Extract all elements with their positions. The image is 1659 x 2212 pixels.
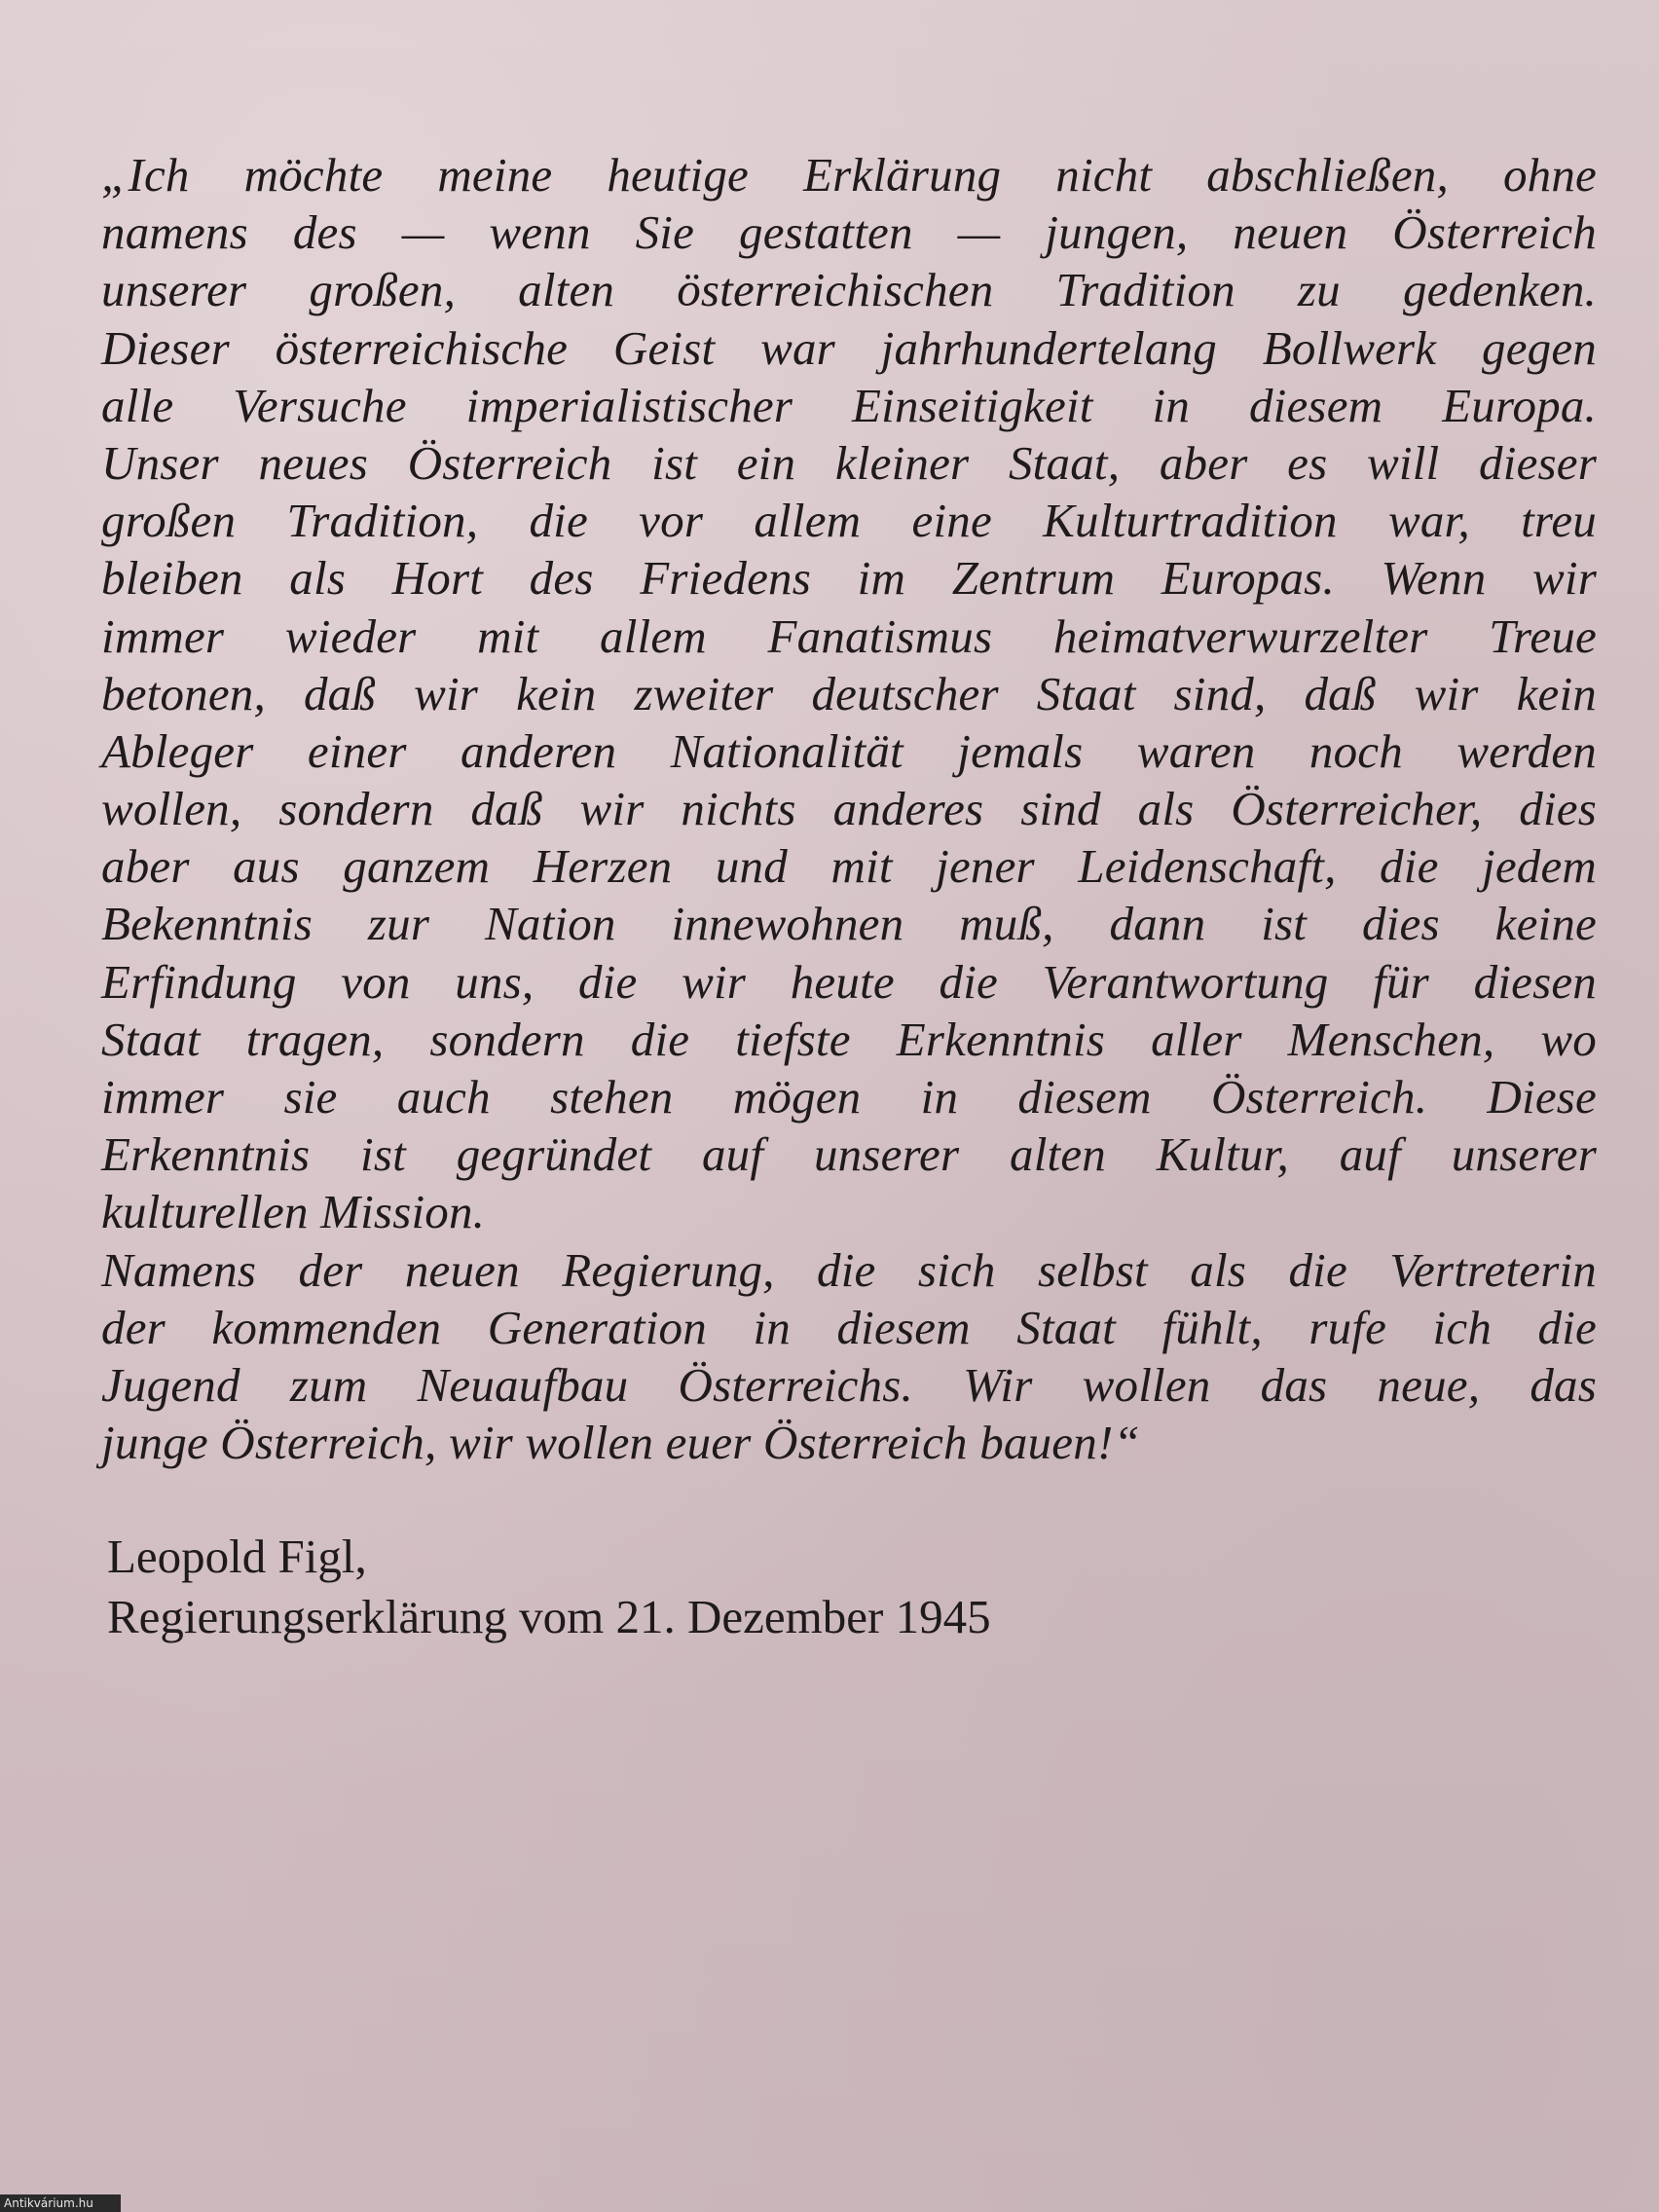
quote-line: bleiben als Hort des Friedens im Zentrum Europas. Wenn wir — [101, 551, 1597, 606]
quote-line: großen Tradition, die vor allem eine Kulturtradition war, treu — [101, 494, 1597, 548]
quote-line: Ableger einer anderen Nationalität jemals waren noch werden — [101, 723, 1597, 778]
quote-line: wollen, sondern daß wir nichts anderes sind als Österreicher, dies — [101, 782, 1597, 836]
quote-line: Erfindung von uns, die wir heute die Verantwortung für diesen — [101, 954, 1597, 1009]
quote-block — [101, 146, 1597, 1471]
quote-line: junge Österreich, wir wollen euer Österreich bauen!“ — [101, 1416, 1140, 1470]
quote-line: Jugend zum Neuaufbau Österreichs. Wir wollen das neue, das — [101, 1357, 1597, 1412]
quote-line: Staat tragen, sondern die tiefste Erkenntnis aller Menschen, wo — [101, 1012, 1597, 1066]
quote-line: Namens der neuen Regierung, die sich selbst als die Vertreterin — [101, 1242, 1597, 1297]
quote-line: Bekenntnis zur Nation innewohnen muß, dann ist dies keine — [101, 897, 1597, 951]
quote-line: unserer großen, alten österreichischen Tradition zu gedenken. — [101, 263, 1597, 317]
attribution-author: Leopold Figl, — [107, 1530, 367, 1583]
quote-line: kulturellen Mission. — [101, 1185, 486, 1239]
quote-line: immer wieder mit allem Fanatismus heimatverwurzelter Treue — [101, 608, 1597, 663]
quote-line: der kommenden Generation in diesem Staat fühlt, rufe ich die — [101, 1300, 1597, 1354]
quote-line: immer sie auch stehen mögen in diesem Österreich. Diese — [101, 1070, 1597, 1124]
watermark-label: Antikvárium.hu — [0, 2194, 121, 2212]
quote-line: alle Versuche imperialistischer Einseitigkeit in diesem Europa. — [101, 378, 1597, 432]
quote-line: namens des — wenn Sie gestatten — jungen, neuen Österreich — [101, 205, 1597, 260]
quote-line: Erkenntnis ist gegründet auf unserer alten Kultur, auf unserer — [101, 1127, 1597, 1182]
document-page — [101, 146, 1597, 1643]
attribution-source: Regierungserklärung vom 21. Dezember 1945 — [107, 1590, 991, 1643]
quote-line: Unser neues Österreich ist ein kleiner Staat, aber es will dieser — [101, 435, 1597, 490]
quote-line: betonen, daß wir kein zweiter deutscher Staat sind, daß wir kein — [101, 666, 1597, 720]
quote-line: „Ich möchte meine heutige Erklärung nicht abschließen, ohne — [101, 148, 1597, 202]
quote-line: Dieser österreichische Geist war jahrhundertelang Bollwerk gegen — [101, 320, 1597, 375]
attribution — [107, 1527, 991, 1647]
quote-line: aber aus ganzem Herzen und mit jener Leidenschaft, die jedem — [101, 839, 1597, 894]
